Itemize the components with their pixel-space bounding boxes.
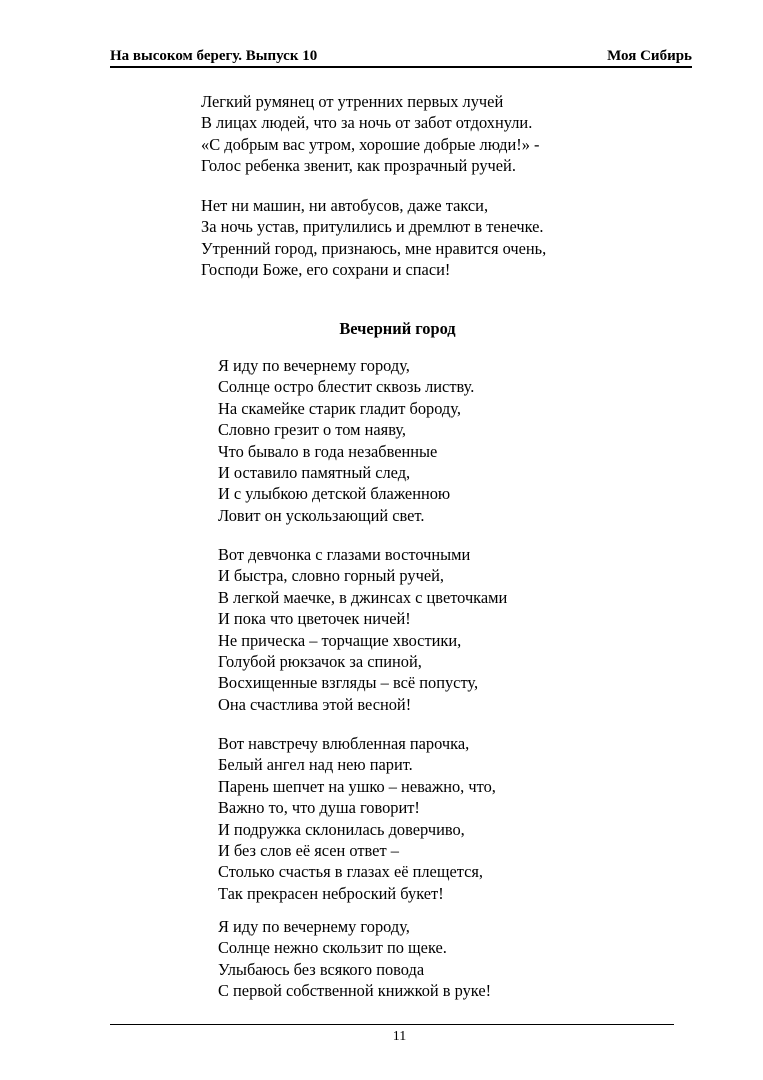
poem-line: За ночь устав, притулились и дремлют в тенечке. [201, 217, 544, 237]
poem-stanza [218, 733, 496, 904]
poem-line: В легкой маечке, в джинсах с цветочками [218, 587, 508, 607]
poem-line: Столько счастья в глазах её плещется, [218, 862, 484, 882]
intro-stanza [201, 91, 539, 177]
poem-line: Улыбаюсь без всякого повода [218, 959, 425, 979]
poem-line: Солнце нежно скользит по щеке. [218, 938, 447, 958]
poem-line: Восхищенные взгляды – всё попусту, [218, 673, 479, 693]
poem-line: Парень шепчет на ушко – неважно, что, [218, 776, 496, 796]
footer-divider [110, 1024, 674, 1025]
poem-line: С первой собственной книжкой в руке! [218, 981, 492, 1001]
poem-line: И подружка склонилась доверчиво, [218, 819, 465, 839]
poem-line: Она счастлива этой весной! [218, 694, 412, 714]
poem-line: В лицах людей, что за ночь от забот отдохнули. [201, 113, 533, 133]
page-number [0, 1028, 763, 1046]
poem-line: И пока что цветочек ничей! [218, 609, 411, 629]
header-divider [110, 66, 692, 68]
poem-line: И с улыбкою детской блаженною [218, 484, 451, 504]
poem-stanza [218, 544, 507, 715]
poem-title-text: Вечерний город [339, 319, 456, 338]
poem-title [0, 318, 763, 339]
poem-line: Нет ни машин, ни автобусов, даже такси, [201, 196, 489, 215]
page-number-text: 11 [392, 1029, 407, 1044]
poem-line: Утренний город, признаюсь, мне нравится очень, [201, 238, 547, 258]
poem-line: Что бывало в года незабвенные [218, 441, 438, 461]
poem-line: На скамейке старик гладит бороду, [218, 398, 461, 418]
poem-line: Словно грезит о том наяву, [218, 420, 407, 440]
poem-line: Белый ангел над нею парит. [218, 755, 413, 775]
poem-line: Легкий румянец от утренних первых лучей [201, 92, 504, 111]
poem-line: Голубой рюкзачок за спиной, [218, 651, 422, 671]
poem-stanza [218, 355, 474, 526]
poem-line: Вот девчонка с глазами восточными [218, 545, 471, 564]
intro-stanza [201, 195, 546, 281]
poem-line: Так прекрасен неброский букет! [218, 883, 444, 903]
header-publication-title: На высоком берегу. Выпуск 10 [110, 48, 318, 64]
page-header [110, 46, 692, 68]
poem-line: Я иду по вечернему городу, [218, 917, 410, 936]
poem-stanza [218, 916, 491, 1002]
poem-line: И оставило памятный след, [218, 462, 411, 482]
poem-line: Важно то, что душа говорит! [218, 798, 420, 818]
poem-line: Господи Боже, его сохрани и спаси! [201, 260, 451, 280]
poem-line: Солнце остро блестит сквозь листву. [218, 377, 475, 397]
poem-line: Ловит он ускользающий свет. [218, 505, 425, 525]
header-section-title: Моя Сибирь [607, 48, 692, 64]
poem-line: Я иду по вечернему городу, [218, 356, 410, 375]
poem-line: И быстра, словно горный ручей, [218, 566, 444, 586]
poem-line: Вот навстречу влюбленная парочка, [218, 734, 470, 753]
poem-line: Не прическа – торчащие хвостики, [218, 630, 462, 650]
poem-line: «С добрым вас утром, хорошие добрые люди!» - [201, 134, 540, 154]
poem-line: И без слов её ясен ответ – [218, 840, 399, 860]
poem-line: Голос ребенка звенит, как прозрачный ручей. [201, 156, 516, 176]
